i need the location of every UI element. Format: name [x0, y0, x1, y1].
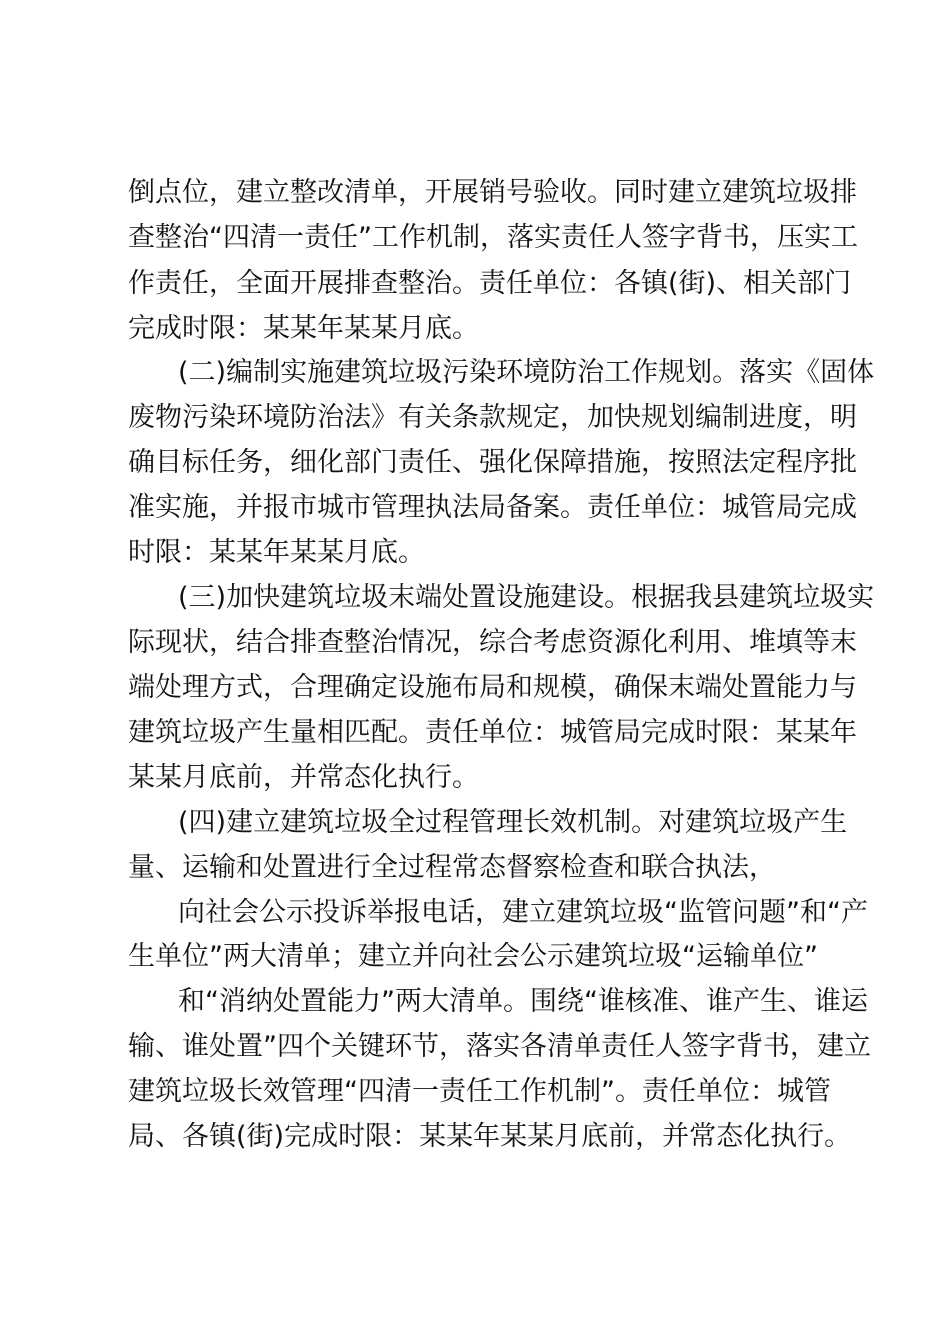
text-line: 建筑垃圾产生量相匹配。责任单位：城管局完成时限：某某年 [128, 717, 857, 748]
text-line: 作责任，全面开展排查整治。责任单位：各镇(街)、相关部门 [128, 268, 852, 299]
text-line: 完成时限：某某年某某月底。 [128, 313, 479, 344]
text-line: 生单位”两大清单；建立并向社会公示建筑垃圾“运输单位” [128, 941, 818, 972]
text-line-indented: 和“消纳处置能力”两大清单。围绕“谁核准、谁产生、谁运 [178, 986, 868, 1017]
text-line: 输、谁处置”四个关键环节，落实各清单责任人签字背书，建立 [128, 1031, 871, 1062]
text-line: 查整治“四清一责任”工作机制，落实责任人签字背书，压实工 [128, 222, 858, 253]
text-line: 建筑垃圾长效管理“四清一责任工作机制”。责任单位：城管 [128, 1076, 831, 1107]
text-line: 废物污染环境防治法》有关条款规定，加快规划编制进度，明 [128, 402, 857, 433]
text-line: 端处理方式，合理确定设施布局和规模，确保末端处置能力与 [128, 672, 857, 703]
text-line: 时限：某某年某某月底。 [128, 537, 425, 568]
text-line: 确目标任务，细化部门责任、强化保障措施，按照法定程序批 [128, 447, 857, 478]
text-line: 准实施，并报市城市管理执法局备案。责任单位：城管局完成 [128, 492, 857, 523]
text-line: 局、各镇(街)完成时限：某某年某某月底前，并常态化执行。 [128, 1121, 852, 1152]
paragraph-heading-line: (三)加快建筑垃圾末端处置设施建设。根据我县建筑垃圾实 [178, 582, 875, 613]
text-line: 际现状，结合排查整治情况，综合考虑资源化利用、堆填等末 [128, 627, 857, 658]
text-line: 量、运输和处置进行全过程常态督察检查和联合执法， [128, 852, 776, 883]
paragraph-heading-line: (二)编制实施建筑垃圾污染环境防治工作规划。落实《固体 [178, 357, 875, 388]
text-line: 倒点位，建立整改清单，开展销号验收。同时建立建筑垃圾排 [128, 177, 857, 208]
text-line-indented: 向社会公示投诉举报电话，建立建筑垃圾“监管问题”和“产 [178, 897, 868, 928]
text-line: 某某月底前，并常态化执行。 [128, 762, 479, 793]
paragraph-heading-line: (四)建立建筑垃圾全过程管理长效机制。对建筑垃圾产生 [178, 807, 848, 838]
